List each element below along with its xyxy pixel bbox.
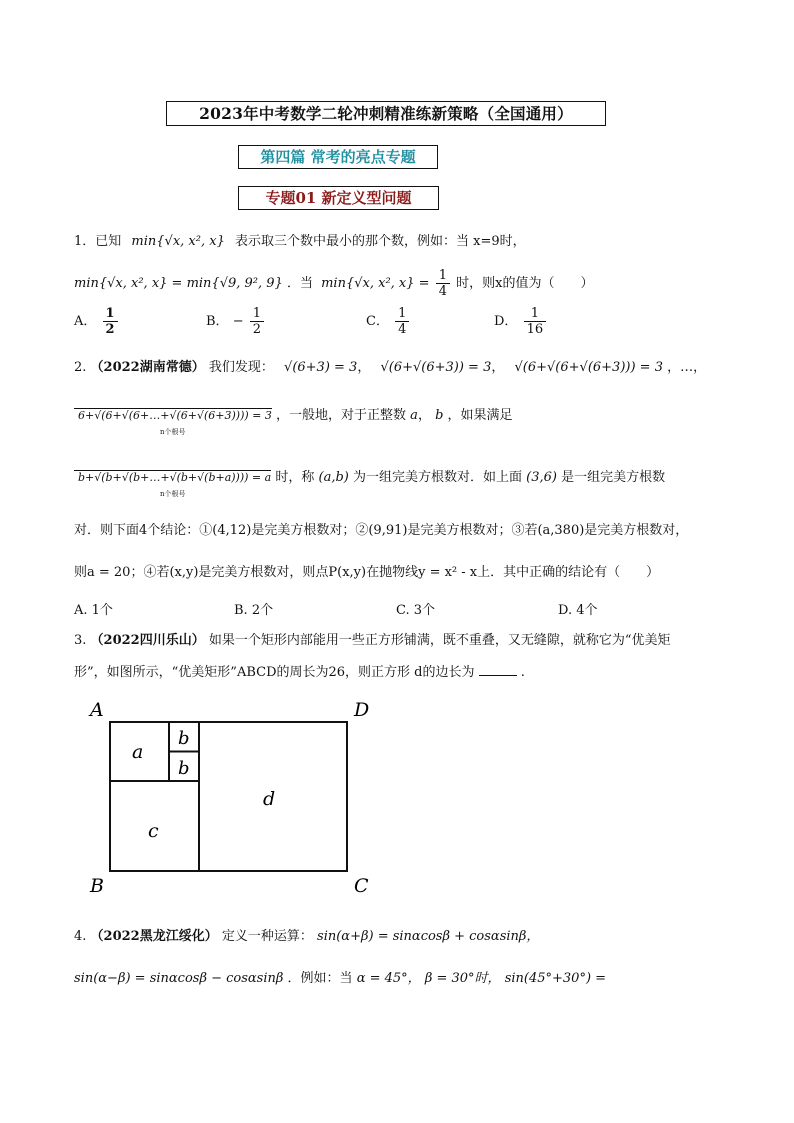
- q2-general-text: ，一般地，对于正整数: [276, 408, 407, 423]
- q2-condition-text: ，如果满足: [447, 408, 513, 423]
- corner-a-label: A: [90, 699, 104, 721]
- q2-equation-1: √(6+3) = 3: [284, 360, 358, 375]
- document-title: 2023年中考数学二轮冲刺精准练新策略（全国通用）: [166, 101, 606, 126]
- q1-min-expression: min{√x, x², x}: [131, 234, 225, 249]
- q3-number: 3.: [74, 633, 87, 648]
- q2-pair: (a,b): [318, 470, 349, 485]
- rect-abcd: [110, 722, 347, 871]
- topic-heading: 专题01 新定义型问题: [238, 186, 439, 210]
- q2-pair-example: (3,6): [526, 470, 557, 485]
- q2-pair-text: 为一组完美方根数对．如上面: [353, 470, 523, 485]
- q2-var-b: b: [435, 408, 444, 423]
- q4-source: （2022黑龙江绥化）: [90, 929, 218, 944]
- q4-beta: β = 30°时，: [424, 971, 501, 986]
- q2-n-note-1: n个根号: [160, 428, 186, 436]
- q2-source: （2022湖南常德）: [90, 360, 205, 375]
- q2-pair-end: 是一组完美方根数: [561, 470, 666, 485]
- rectangle-figure: [80, 692, 380, 902]
- q1-line1: [74, 232, 526, 252]
- q2-number: 2.: [74, 360, 87, 375]
- q3-answer-blank[interactable]: [479, 663, 517, 676]
- q1-definition-text: 表示取三个数中最小的那个数，例如：当 x=9时，: [234, 234, 526, 249]
- q2-line3: [74, 468, 665, 488]
- q2-define-text: 时，称: [275, 470, 315, 485]
- square-c-label: c: [148, 820, 159, 842]
- q2-options: [74, 599, 724, 619]
- q3-source: （2022四川乐山）: [90, 633, 205, 648]
- q1-option-d[interactable]: D． $\frac{1}{16}$: [494, 306, 548, 337]
- q1-option-b[interactable]: B． − $\frac{1}{2}$: [206, 306, 266, 337]
- q4-sum-formula: sin(α+β) = sinαcosβ + cosαsinβ，: [317, 929, 540, 944]
- q1-line2: [74, 268, 593, 299]
- q2-equation-2: √(6+√(6+3)) = 3: [380, 360, 492, 375]
- square-b1-label: b: [178, 728, 190, 749]
- q2-line5: 则a = 20；④若(x,y)是完美方根数对，则点P(x,y)在抛物线y = x² - x上．其中正确的结论有（ ）: [74, 565, 660, 580]
- q4-number: 4.: [74, 929, 87, 944]
- q2-line4: 对．则下面4个结论：①(4,12)是完美方根数对；②(9,91)是完美方根数对；③若(a,380)是完美方根数对，: [74, 523, 689, 538]
- square-b2-label: b: [178, 758, 190, 779]
- q4-example-expression: sin(45°+30°) =: [504, 971, 607, 986]
- q2-equation-3: √(6+√(6+√(6+3))) = 3: [514, 360, 663, 375]
- q2-line2: 6+√(6+√(6+…+√(6+√(6+3)))) = 3 ，一般地，对于正整数 a， b ，如果满足: [74, 406, 513, 426]
- q2-intro: 我们发现：: [208, 360, 274, 375]
- q4-example-text: ．例如：当: [287, 971, 353, 986]
- q1-intro: 1．已知: [74, 234, 122, 249]
- q2-n-note-2: n个根号: [160, 490, 186, 498]
- q2-line1: 2. （2022湖南常德） 我们发现： √(6+3) = 3， √(6+√(6+3)) = 3， √(6+√(6+√(6+3))) = 3 ，…，: [74, 360, 707, 375]
- q4-alpha: α = 45°，: [356, 971, 421, 986]
- q2-option-b[interactable]: B. 2个: [234, 603, 274, 618]
- corner-d-label: D: [354, 699, 370, 721]
- q2-option-a[interactable]: A. 1个: [74, 603, 113, 618]
- corner-b-label: B: [90, 875, 104, 897]
- q1-question: 时，则x的值为（ ）: [456, 276, 594, 291]
- q2-option-c[interactable]: C. 3个: [396, 603, 436, 618]
- part-heading: 第四篇 常考的亮点专题: [238, 145, 438, 169]
- q1-condition: min{√x, x², x} =: [321, 276, 430, 291]
- q1-options: [74, 306, 724, 346]
- q1-example: min{√x, x², x} = min{√9, 9², 9}: [74, 276, 283, 291]
- q4-line1: [74, 927, 539, 947]
- q2-nested-radical-2: b+√(b+√(b+…+√(b+√(b+a)))) = a: [74, 470, 271, 484]
- q1-condition-fraction: $\frac{1}{4}$: [436, 268, 450, 299]
- q3-question: 形”，如图所示，“优美矩形”ABCD的周长为26，则正方形 d的边长为: [74, 665, 475, 680]
- q1-option-c[interactable]: C． $\frac{1}{4}$: [366, 306, 411, 337]
- q4-intro: 定义一种运算：: [221, 929, 313, 944]
- q1-option-a[interactable]: A． $\frac{1}{2}$: [74, 306, 120, 337]
- q3-line1: [74, 631, 671, 651]
- q4-difference-formula: sin(α−β) = sinαcosβ − cosαsinβ: [74, 971, 284, 986]
- q2-ellipsis: ，…，: [667, 360, 707, 375]
- square-d-label: d: [263, 788, 276, 810]
- q2-option-d[interactable]: D. 4个: [558, 603, 598, 618]
- q3-line2: 形”，如图所示，“优美矩形”ABCD的周长为26，则正方形 d的边长为 .: [74, 665, 525, 680]
- q1-when-text: ．当: [286, 276, 313, 291]
- corner-c-label: C: [354, 875, 369, 897]
- q4-line2: [74, 969, 606, 989]
- q3-text: 如果一个矩形内部能用一些正方形铺满，既不重叠，又无缝隙，就称它为“优美矩: [208, 633, 671, 648]
- q2-nested-radical-1: 6+√(6+√(6+…+√(6+√(6+3)))) = 3: [74, 408, 272, 422]
- square-a-label: a: [132, 741, 144, 763]
- q2-var-a: a: [410, 408, 418, 423]
